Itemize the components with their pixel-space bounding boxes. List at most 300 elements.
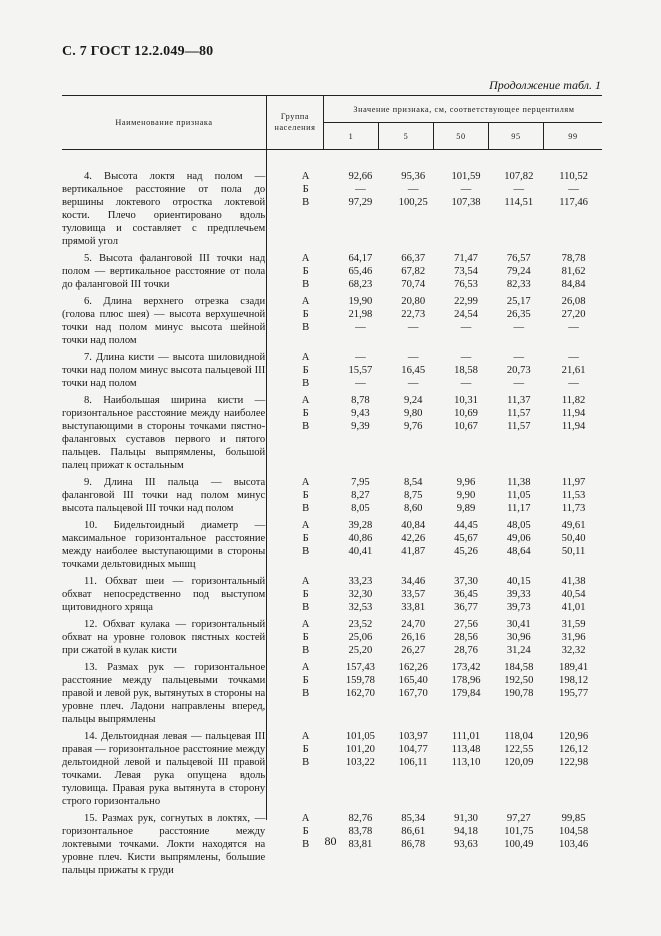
feature-name: 12. Обхват кулака — горизонтальный обхват на уровне головок пястных костей при сжатой в кулак кисти (62, 619, 266, 656)
value: — (513, 322, 525, 333)
value: 49,06 (506, 533, 531, 544)
value: 33,23 (348, 576, 373, 587)
value: — (407, 322, 419, 333)
table-row (62, 394, 602, 472)
value: 50,40 (561, 533, 586, 544)
value: 101,20 (345, 744, 375, 755)
value: 103,22 (345, 757, 375, 768)
group-label: В (302, 757, 310, 768)
col-header-p99: 99 (568, 132, 578, 141)
value: 20,80 (401, 296, 426, 307)
value: 15,57 (348, 365, 373, 376)
value: 11,82 (561, 395, 586, 406)
value: 189,41 (559, 662, 589, 673)
group-label: А (301, 477, 310, 488)
feature-name: 7. Длина кисти — высота шиловидной точки над полом минус высота пальцевой III точки над полом (62, 352, 266, 389)
value: 8,54 (403, 477, 423, 488)
value: 78,78 (561, 253, 586, 264)
percentile-cell-1 (334, 295, 387, 347)
value: 24,70 (401, 619, 426, 630)
value: 9,76 (403, 421, 423, 432)
value: 107,82 (504, 171, 534, 182)
percentile-cell-50 (440, 575, 493, 614)
value: 37,30 (454, 576, 478, 587)
value: 28,76 (454, 645, 478, 656)
value: 39,33 (506, 589, 531, 600)
value: — (513, 184, 525, 195)
value: 32,30 (348, 589, 373, 600)
value: 117,46 (559, 197, 588, 208)
value: 27,56 (454, 619, 478, 630)
group-label: А (301, 253, 310, 264)
value: 26,08 (561, 296, 586, 307)
value: 26,16 (401, 632, 426, 643)
table-row (62, 618, 602, 657)
percentile-cell-95 (492, 618, 545, 657)
value: 157,43 (345, 662, 375, 673)
value: 11,57 (507, 408, 531, 419)
value: 101,05 (345, 731, 375, 742)
value: 9,96 (456, 477, 476, 488)
percentile-cell-99 (545, 295, 602, 347)
value: 111,01 (451, 731, 481, 742)
value: 30,96 (506, 632, 531, 643)
page-header: С. 7 ГОСТ 12.2.049—80 (62, 44, 214, 59)
value: — (568, 322, 579, 333)
value: 11,97 (561, 477, 586, 488)
feature-name: 14. Дельтоидная левая — пальцевая III правая — горизонтальное расстояние между дельтоидной левой и пальцевой III правой точками. Левая рука опущена вдоль туловища. Правая рука вытянута в сторону строго горизонтально (62, 731, 266, 807)
group-cell (277, 730, 334, 808)
percentile-cell-5 (387, 618, 440, 657)
group-cell (277, 295, 334, 347)
percentile-cell-95 (492, 519, 545, 571)
group-label: А (301, 171, 310, 182)
value: 23,52 (348, 619, 373, 630)
value: 76,53 (454, 279, 478, 290)
value: 40,84 (401, 520, 426, 531)
group-label: Б (302, 408, 309, 419)
value: 103,46 (559, 839, 589, 850)
percentile-top-rule (323, 122, 602, 123)
percentile-cell-50 (440, 252, 493, 291)
group-label: Б (302, 744, 309, 755)
value: 33,81 (401, 602, 426, 613)
value: 126,12 (559, 744, 589, 755)
group-label: В (302, 279, 310, 290)
value: 100,25 (398, 197, 428, 208)
feature-name: 10. Бидельтоидный диаметр — максимальное горизонтальное расстояние между наиболее выступающими в стороны точками дельтовидных мышц (62, 520, 266, 570)
group-cell (277, 476, 334, 515)
percentile-cell-50 (440, 295, 493, 347)
percentile-cell-50 (440, 730, 493, 808)
value: 71,47 (454, 253, 478, 264)
value: 48,05 (506, 520, 531, 531)
value: 40,15 (506, 576, 531, 587)
percentile-cell-99 (545, 394, 602, 472)
value: 93,63 (454, 839, 478, 850)
percentile-cell-1 (334, 519, 387, 571)
percentile-cell-95 (492, 476, 545, 515)
value: 21,98 (348, 309, 373, 320)
value: 30,41 (506, 619, 531, 630)
group-label: А (301, 520, 310, 531)
value: 26,35 (506, 309, 531, 320)
value: 165,40 (398, 675, 428, 686)
group-label: Б (302, 365, 309, 376)
value: 198,12 (559, 675, 589, 686)
value: 104,58 (559, 826, 589, 837)
value: 24,54 (454, 309, 478, 320)
value: 86,78 (401, 839, 426, 850)
value: 34,46 (401, 576, 426, 587)
table-body (62, 170, 602, 877)
value: 50,11 (561, 546, 586, 557)
percentile-cell-50 (440, 170, 493, 248)
group-label: А (301, 813, 310, 824)
value: 10,31 (454, 395, 478, 406)
value: 11,53 (561, 490, 586, 501)
group-cell (277, 351, 334, 390)
value: — (460, 322, 472, 333)
value: 39,73 (506, 602, 531, 613)
group-cell (277, 618, 334, 657)
value: 104,77 (398, 744, 428, 755)
value: 64,17 (348, 253, 373, 264)
percentile-cell-95 (492, 252, 545, 291)
feature-name: 8. Наибольшая ширина кисти — горизонтальное расстояние между наиболее выступающими в стороны точками пястно-фаланговых суставов первого и пятого пальцев. Пальцы выпрямлены, большой палец прижат к остальным (62, 395, 266, 471)
percentile-cell-50 (440, 394, 493, 472)
value: 19,90 (348, 296, 373, 307)
group-label: В (302, 197, 310, 208)
value: 101,75 (504, 826, 534, 837)
col-header-p50: 50 (456, 132, 466, 141)
group-label: В (302, 378, 310, 389)
value: 85,34 (401, 813, 426, 824)
value: — (460, 352, 472, 363)
group-label: В (302, 645, 310, 656)
value: 73,54 (454, 266, 478, 277)
value: 18,58 (454, 365, 478, 376)
value: 33,57 (401, 589, 426, 600)
group-cell (277, 170, 334, 248)
value: 40,41 (348, 546, 373, 557)
value: 84,84 (561, 279, 586, 290)
group-label: Б (302, 266, 309, 277)
value: 27,20 (561, 309, 586, 320)
group-label: А (301, 662, 310, 673)
percentile-cell-50 (440, 618, 493, 657)
value: 95,36 (401, 171, 426, 182)
value: 82,33 (506, 279, 531, 290)
group-label: Б (302, 589, 309, 600)
group-label: В (302, 602, 310, 613)
value: — (460, 184, 472, 195)
percentile-cell-1 (334, 351, 387, 390)
percentile-cell-95 (492, 730, 545, 808)
value: 26,27 (401, 645, 426, 656)
percentile-cell-1 (334, 476, 387, 515)
value: 39,28 (348, 520, 373, 531)
value: — (407, 184, 419, 195)
feature-name: 6. Длина верхнего отрезка сзади (голова плюс шея) — высота верхушечной точки над полом минус высота шейной точки над полом (62, 296, 266, 346)
col-header-name: Наименование признака (115, 118, 213, 127)
value: 92,66 (348, 171, 373, 182)
value: — (355, 378, 366, 389)
value: 22,99 (454, 296, 478, 307)
percentile-cell-1 (334, 618, 387, 657)
table-row (62, 351, 602, 390)
percentile-cell-99 (545, 661, 602, 726)
value: 41,01 (561, 602, 586, 613)
value: — (513, 378, 525, 389)
value: 8,60 (403, 503, 423, 514)
table-row (62, 295, 602, 347)
col-header-p5: 5 (403, 132, 409, 141)
table-row (62, 170, 602, 248)
group-cell (277, 394, 334, 472)
value: 20,73 (506, 365, 531, 376)
value: 8,05 (351, 503, 370, 514)
value: 9,80 (403, 408, 423, 419)
value: 31,96 (561, 632, 586, 643)
value: 103,97 (398, 731, 428, 742)
percentile-cell-5 (387, 252, 440, 291)
table-top-rule (62, 95, 602, 96)
value: 122,98 (559, 757, 589, 768)
percentile-cell-5 (387, 661, 440, 726)
group-label: А (301, 296, 310, 307)
value: 167,70 (398, 688, 428, 699)
value: — (407, 352, 419, 363)
group-label: А (301, 731, 310, 742)
value: 9,24 (403, 395, 423, 406)
percentile-cell-95 (492, 575, 545, 614)
group-label: В (302, 421, 310, 432)
value: 22,73 (401, 309, 426, 320)
value: 36,77 (454, 602, 478, 613)
percentile-cell-5 (387, 351, 440, 390)
value: 79,24 (506, 266, 531, 277)
group-cell (277, 661, 334, 726)
group-label: В (302, 688, 310, 699)
value: 83,78 (348, 826, 373, 837)
percentile-cell-95 (492, 351, 545, 390)
value: 192,50 (504, 675, 534, 686)
col-header-p1: 1 (348, 132, 354, 141)
table-row (62, 476, 602, 515)
value: 66,37 (401, 253, 426, 264)
value: 195,77 (559, 688, 589, 699)
group-label: В (302, 839, 310, 850)
value: 11,94 (561, 408, 586, 419)
table-row (62, 575, 602, 614)
value: 118,04 (504, 731, 534, 742)
percentile-cell-99 (545, 519, 602, 571)
value: — (460, 378, 472, 389)
table-row (62, 730, 602, 808)
percentile-cell-99 (545, 170, 602, 248)
value: 107,38 (451, 197, 481, 208)
value: 42,26 (401, 533, 426, 544)
value: 86,61 (401, 826, 426, 837)
value: 31,59 (561, 619, 586, 630)
value: 28,56 (454, 632, 478, 643)
value: 81,62 (561, 266, 586, 277)
percentile-cell-5 (387, 394, 440, 472)
value: — (355, 352, 366, 363)
value: — (568, 378, 579, 389)
group-label: Б (302, 632, 309, 643)
value: 48,64 (506, 546, 531, 557)
value: 7,95 (351, 477, 370, 488)
value: 49,61 (561, 520, 586, 531)
percentile-cell-99 (545, 730, 602, 808)
percentile-cell-5 (387, 575, 440, 614)
percentile-cell-5 (387, 519, 440, 571)
percentile-cell-1 (334, 170, 387, 248)
value: 10,67 (454, 421, 478, 432)
group-label: Б (302, 533, 309, 544)
percentile-cell-1 (334, 252, 387, 291)
value: 159,78 (345, 675, 375, 686)
value: 122,55 (504, 744, 534, 755)
value: 162,70 (345, 688, 375, 699)
percentile-cell-1 (334, 730, 387, 808)
value: 16,45 (401, 365, 426, 376)
value: 68,23 (348, 279, 373, 290)
value: 114,51 (504, 197, 534, 208)
value: 184,58 (504, 662, 534, 673)
value: 32,32 (561, 645, 586, 656)
feature-name: 11. Обхват шеи — горизонтальный обхват непосредственно под выступом щитовидного хряща (62, 576, 266, 613)
value: 120,09 (504, 757, 534, 768)
value: — (513, 352, 525, 363)
page-number: 80 (324, 834, 337, 848)
table-head-bottom-rule (62, 149, 602, 150)
value: 178,96 (451, 675, 481, 686)
value: 41,87 (401, 546, 426, 557)
feature-name: 13. Размах рук — горизонтальное расстояние между пальцевыми точками правой и левой рук, вытянутых в стороны на уровне плеч. Ладони направлены вперед, пальцы выпрямлены (62, 662, 266, 725)
group-label: Б (302, 490, 309, 501)
value: 21,61 (561, 365, 586, 376)
value: — (568, 184, 579, 195)
value: 11,94 (561, 421, 586, 432)
percentile-cell-50 (440, 519, 493, 571)
value: 70,74 (401, 279, 426, 290)
group-label: А (301, 352, 310, 363)
table-row (62, 519, 602, 571)
feature-name: 4. Высота локтя над полом — вертикальное расстояние от пола до вершины локтевого отростка локтевой кости. Плечо ориентировано вдоль туловища и составляет с предплечьем прямой угол (62, 171, 266, 247)
table-row (62, 661, 602, 726)
value: 11,57 (507, 421, 531, 432)
value: 110,52 (559, 171, 588, 182)
group-label: Б (302, 184, 309, 195)
percentile-cell-95 (492, 394, 545, 472)
value: — (568, 352, 579, 363)
value: 8,27 (351, 490, 370, 501)
value: 11,17 (507, 503, 531, 514)
value: 8,78 (351, 395, 370, 406)
group-label: А (301, 619, 310, 630)
value: 9,90 (456, 490, 476, 501)
table-row (62, 252, 602, 291)
group-label: А (301, 395, 310, 406)
value: 45,26 (454, 546, 478, 557)
percentile-cell-5 (387, 730, 440, 808)
percentile-cell-5 (387, 476, 440, 515)
percentile-cell-5 (387, 295, 440, 347)
value: 45,67 (454, 533, 478, 544)
value: — (407, 378, 419, 389)
value: 9,89 (456, 503, 476, 514)
table-continuation-label: Продолжение табл. 1 (489, 78, 601, 92)
percentile-cell-1 (334, 394, 387, 472)
value: 83,81 (348, 839, 373, 850)
value: 94,18 (454, 826, 478, 837)
value: 11,37 (507, 395, 531, 406)
value: 25,17 (506, 296, 531, 307)
value: 120,96 (559, 731, 589, 742)
value: 113,10 (451, 757, 481, 768)
value: 11,05 (507, 490, 531, 501)
group-cell (277, 252, 334, 291)
percentile-cell-95 (492, 295, 545, 347)
value: 40,86 (348, 533, 373, 544)
col-header-group: Группа населения (274, 112, 316, 132)
group-label: Б (302, 675, 309, 686)
value: 25,20 (348, 645, 373, 656)
group-label: В (302, 503, 310, 514)
value: 82,76 (348, 813, 373, 824)
value: 11,73 (561, 503, 586, 514)
group-label: Б (302, 309, 309, 320)
value: 44,45 (454, 520, 478, 531)
percentile-cell-50 (440, 476, 493, 515)
value: 91,30 (454, 813, 478, 824)
value: 8,75 (403, 490, 423, 501)
percentile-cell-50 (440, 351, 493, 390)
percentile-cell-95 (492, 661, 545, 726)
value: 97,27 (506, 813, 531, 824)
col-header-values: Значение признака, см, соответствующее перцентилям (353, 105, 575, 114)
group-label: А (301, 576, 310, 587)
value: 32,53 (348, 602, 373, 613)
group-label: В (302, 546, 310, 557)
value: 10,69 (454, 408, 478, 419)
value: 36,45 (454, 589, 478, 600)
value: 113,48 (451, 744, 481, 755)
value: 11,38 (507, 477, 531, 488)
value: 99,85 (561, 813, 586, 824)
value: 179,84 (451, 688, 481, 699)
percentile-cell-1 (334, 661, 387, 726)
value: 41,38 (561, 576, 586, 587)
value: 76,57 (506, 253, 531, 264)
value: 40,54 (561, 589, 586, 600)
value: 65,46 (348, 266, 373, 277)
feature-name: 15. Размах рук, согнутых в локтях, — горизонтальное расстояние между локтевыми точками. Локти находятся на уровне плеч. Кисти выпрямлены, большие пальцы прижаты к груди (62, 813, 266, 876)
col-header-p95: 95 (511, 132, 521, 141)
percentile-cell-99 (545, 618, 602, 657)
group-label: Б (302, 826, 309, 837)
value: 162,26 (398, 662, 428, 673)
value: 173,42 (451, 662, 481, 673)
percentile-cell-50 (440, 661, 493, 726)
percentile-cell-95 (492, 170, 545, 248)
percentile-cell-5 (387, 170, 440, 248)
value: 106,11 (398, 757, 428, 768)
value: 101,59 (451, 171, 481, 182)
